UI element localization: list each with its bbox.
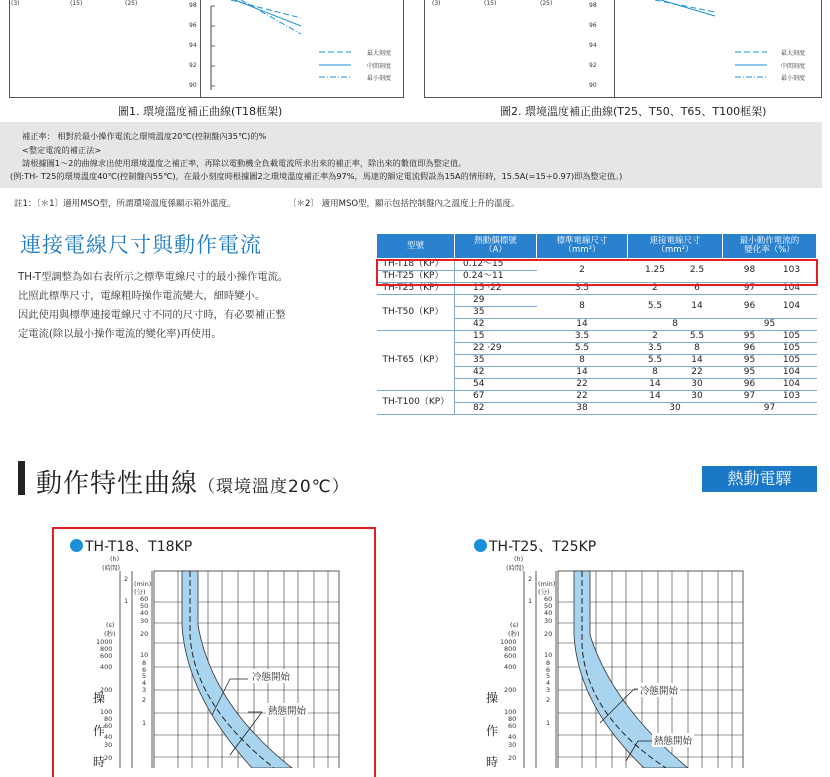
- axis-s-200: 200: [100, 686, 113, 694]
- cell: 22: [537, 391, 628, 403]
- axis-vert-1: 操: [93, 691, 106, 705]
- axis-mid-5: 5: [142, 672, 147, 680]
- fig1-tick-92: 92: [189, 62, 197, 69]
- cell: 3.5: [647, 343, 663, 353]
- note-line-4: (例:TH- T25的環境溫度40℃(控制盤內55℃)，在最小刻度時根據圖2之環境溫度補正率為97%，馬達的額定電流假設為15A的情形時，15.5A(=15÷0.97)即為整定值。): [10, 171, 623, 181]
- cell: [723, 367, 817, 379]
- axis-min-20: 20: [544, 630, 553, 638]
- th-conn-wire: 連接電線尺寸 （mm²）: [628, 234, 723, 259]
- cell: 54: [455, 379, 537, 391]
- cell: 104: [782, 379, 801, 389]
- wire-size-para-4: 定電流(除以最小操作電流的變化率)再使用。: [18, 328, 222, 340]
- axis-min-30: 30: [140, 617, 149, 625]
- axis-s-800: 800: [100, 645, 113, 653]
- cell: 38: [537, 403, 628, 415]
- graph2-area: [466, 555, 766, 768]
- fig1-col-15: (15): [70, 0, 83, 7]
- cell: 103: [782, 265, 801, 275]
- axis-s-600: 600: [504, 652, 517, 660]
- axis-s-40: 40: [508, 733, 517, 741]
- cell: 67: [455, 391, 537, 403]
- axis-vert-3: 時: [486, 755, 499, 769]
- cell: 30: [691, 391, 703, 401]
- axis-s-1000: 1000: [500, 638, 517, 646]
- th-heater: 熱動偶標號 （A）: [455, 234, 537, 259]
- axis-h-label: (h): [514, 555, 524, 563]
- axis-mid-1: 1: [546, 719, 551, 727]
- model-t25: TH-T25（KP）: [377, 271, 455, 283]
- axis-s-100: 100: [504, 708, 517, 716]
- axis-vert-2: 作: [93, 724, 106, 738]
- axis-min-50: 50: [140, 602, 149, 610]
- section-bar: [18, 461, 25, 495]
- axis-min-20: 20: [140, 630, 149, 638]
- cell: 42: [455, 319, 537, 331]
- fig2-legend-min: 最小刻度: [781, 75, 806, 82]
- graph1-hot-label: 熱態開始: [266, 703, 308, 717]
- fig2-left-border: [424, 0, 425, 98]
- figure-2-caption: 圖2. 環境溫度補正曲線(T25、T50、T65、T100框架): [500, 105, 767, 118]
- cell: 0.24～11: [455, 271, 537, 283]
- th-std-wire: 標準電線尺寸 （mm²）: [537, 234, 628, 259]
- graph2-title-text: TH-T25、T25KP: [489, 539, 597, 555]
- cell: 15 ·22: [455, 283, 537, 295]
- axis-mid-5: 5: [546, 672, 551, 680]
- figure-1-caption: 圖1. 環境溫度補正曲線(T18框架): [118, 105, 283, 118]
- cell: [628, 355, 723, 367]
- fig2-legend-max: 最大刻度: [781, 50, 806, 57]
- graph1-title-text: TH-T18、T18KP: [85, 539, 193, 555]
- axis-mid-3: 3: [142, 686, 147, 694]
- fig2-tick-92: 92: [589, 62, 597, 69]
- cell: 96: [743, 301, 756, 311]
- axis-s-20: 20: [508, 754, 517, 762]
- cell: 104: [782, 367, 801, 377]
- axis-s-100: 100: [100, 708, 113, 716]
- cell: 35: [455, 355, 537, 367]
- fig1-col-25: (25): [125, 0, 138, 7]
- axis-s-label: (s): [510, 621, 519, 629]
- axis-mid-10: 10: [544, 651, 553, 659]
- cell: 8: [628, 319, 723, 331]
- fig2-tick-90: 90: [589, 82, 597, 89]
- cell: 2.5: [689, 265, 705, 275]
- note-line-1: 補正率： 相對於最小操作電流之環境溫度20℃(控制盤內35℃)的%: [22, 131, 267, 141]
- axis-h-unit: (時間): [102, 564, 121, 572]
- axis-mid-6: 6: [142, 666, 147, 674]
- axis-mid-6: 6: [546, 666, 551, 674]
- axis-s-400: 400: [100, 663, 113, 671]
- fig1-tick-96: 96: [189, 22, 197, 29]
- cell: 105: [782, 331, 801, 341]
- cell: 95: [743, 331, 756, 341]
- cell: 5.5: [647, 355, 663, 365]
- model-t25-cont: TH-T25（KP）: [377, 283, 455, 295]
- axis-mid-2: 2: [142, 696, 147, 704]
- footnote-2: 〔＊2〕 適用MSO型，顯示包括控制盤內之溫度上升的溫度。: [288, 199, 520, 209]
- axis-s-40: 40: [104, 733, 113, 741]
- axis-s-label: (s): [106, 621, 115, 629]
- cell: [723, 331, 817, 343]
- axis-s-30: 30: [508, 741, 517, 749]
- operating-curve-heading: [36, 463, 350, 500]
- graph2-title: [474, 536, 596, 556]
- cell: 8: [652, 367, 658, 377]
- footnote-1: 註1：〔＊1〕適用MSO型，所謂環境溫度係顯示箱外溫度。: [14, 199, 236, 209]
- fig2-col-15: (15): [484, 0, 497, 7]
- cell: 98: [743, 265, 756, 275]
- axis-s-80: 80: [508, 715, 517, 723]
- graph1-plot: [62, 555, 362, 768]
- wire-size-para-2: 比照此標準尺寸，電線粗時操作電流變大，細時變小。: [18, 290, 266, 302]
- axis-mid-8: 8: [142, 659, 147, 667]
- axis-mid-10: 10: [140, 651, 149, 659]
- fig2-tick-98: 98: [589, 2, 597, 9]
- cell: 30: [628, 403, 723, 415]
- cell: [723, 391, 817, 403]
- cell: 22: [537, 379, 628, 391]
- axis-min-label: (min): [538, 580, 556, 588]
- cell: 22: [691, 367, 703, 377]
- cell: 42: [455, 367, 537, 379]
- cell: 14: [649, 379, 661, 389]
- axis-h-2: 2: [124, 575, 129, 583]
- cell: 105: [782, 343, 801, 353]
- thermal-relay-tag: 熱動電驛: [702, 466, 817, 492]
- fig1-tick-98: 98: [189, 2, 197, 9]
- model-t65: TH-T65（KP）: [377, 331, 455, 391]
- t18-highlight-box: [376, 259, 818, 286]
- axis-s-unit: (秒): [508, 630, 520, 638]
- cell: 30: [691, 379, 703, 389]
- axis-s-80: 80: [104, 715, 113, 723]
- note-line-3: 請根據圖1～2的曲線求出使用環境溫度之補正率，再除以電動機全負載電流所求出來的補正率，除出來的數值即為整定值。: [22, 158, 467, 168]
- th-model: 型號: [377, 234, 455, 259]
- graph2-hot-label: 熱態開始: [652, 733, 694, 747]
- fig1-legend-min: 最小刻度: [367, 75, 392, 82]
- cell: [628, 367, 723, 379]
- wire-size-para-3: 因此使用與標準連接電線尺寸不同的尺寸時，有必要補正整: [18, 309, 286, 321]
- wire-size-heading: 連接電線尺寸與動作電流: [20, 233, 262, 257]
- fig1-tick-90: 90: [189, 82, 197, 89]
- cell: [628, 295, 723, 319]
- cell: 95: [723, 319, 817, 331]
- fig1-bottom-border: [9, 97, 404, 98]
- cell: 5.5: [689, 331, 705, 341]
- cell: 14: [691, 301, 703, 311]
- graph1-title: [70, 536, 192, 556]
- axis-mid-4: 4: [546, 679, 551, 687]
- axis-h-label: (h): [110, 555, 120, 563]
- cell: 97: [743, 283, 756, 293]
- figure-1-frame: [189, 0, 404, 98]
- fig1-col-3: (3): [11, 0, 20, 7]
- cell: [723, 295, 817, 319]
- axis-vert-3: 時: [93, 755, 106, 769]
- cell: 1.25: [644, 265, 666, 275]
- cell: 3.5: [537, 331, 628, 343]
- wire-size-para-1: TH-T型調整為如右表所示之標準電線尺寸的最小操作電流。: [18, 271, 289, 283]
- axis-h-1: 1: [124, 597, 129, 605]
- cell: 8: [537, 295, 628, 319]
- model-t100: TH-T100（KP）: [377, 391, 455, 415]
- fig2-col-3: (3): [432, 0, 441, 7]
- axis-s-20: 20: [104, 754, 113, 762]
- cell: [723, 355, 817, 367]
- graph2-cold-label: 冷態開始: [638, 683, 680, 697]
- cell: 104: [782, 283, 801, 293]
- axis-mid-3: 3: [546, 686, 551, 694]
- cell: 97: [723, 403, 817, 415]
- cell: 95: [743, 355, 756, 365]
- cell: [628, 331, 723, 343]
- cell: 14: [691, 355, 703, 365]
- axis-h-2: 2: [528, 575, 533, 583]
- axis-h-1: 1: [528, 597, 533, 605]
- cell: 14: [537, 319, 628, 331]
- axis-vert-1: 操: [486, 691, 499, 705]
- axis-min-30: 30: [544, 617, 553, 625]
- cell: 95: [743, 367, 756, 377]
- axis-min-label: (min): [134, 580, 152, 588]
- axis-h-unit: (時間): [506, 564, 525, 572]
- axis-s-400: 400: [504, 663, 517, 671]
- fig1-tick-94: 94: [189, 42, 197, 49]
- cell: 8: [694, 343, 700, 353]
- axis-s-30: 30: [104, 741, 113, 749]
- model-t18: TH-T18（KP）: [377, 259, 455, 271]
- cell: 15: [455, 331, 537, 343]
- cell: [628, 343, 723, 355]
- axis-min-60: 60: [544, 595, 553, 603]
- axis-mid-8: 8: [546, 659, 551, 667]
- axis-min-40: 40: [544, 609, 553, 617]
- axis-min-60: 60: [140, 595, 149, 603]
- cell: 6: [694, 283, 700, 293]
- cell: [723, 343, 817, 355]
- axis-s-200: 200: [504, 686, 517, 694]
- fig1-legend-mid: 中間刻度: [367, 63, 392, 70]
- cell: 14: [537, 367, 628, 379]
- cell: 105: [782, 355, 801, 365]
- cell: 96: [743, 343, 756, 353]
- cell: 35: [455, 307, 537, 319]
- cell: [723, 379, 817, 391]
- axis-min-unit: (分): [134, 588, 146, 596]
- cell: 2: [652, 283, 658, 293]
- graph2-plot: [466, 555, 766, 768]
- fig2-tick-94: 94: [589, 42, 597, 49]
- cell: 5.5: [647, 301, 663, 311]
- fig2-bottom-border: [424, 97, 822, 98]
- fig1-legend-max: 最大刻度: [367, 50, 392, 57]
- axis-mid-4: 4: [142, 679, 147, 687]
- heading-main: 動作特性曲線: [36, 469, 199, 499]
- fig2-tick-96: 96: [589, 22, 597, 29]
- figure-2-frame: [589, 0, 822, 98]
- fig2-legend-mid: 中間刻度: [781, 63, 806, 70]
- cell: 8: [537, 355, 628, 367]
- note-line-2: <整定電流的補正法>: [22, 145, 102, 155]
- cell: [628, 391, 723, 403]
- blue-dot-icon: [474, 539, 487, 552]
- axis-s-1000: 1000: [96, 638, 113, 646]
- correction-note-box: [0, 122, 822, 188]
- cell: 14: [649, 391, 661, 401]
- axis-min-40: 40: [140, 609, 149, 617]
- cell: 97: [743, 391, 756, 401]
- cell: 3.5: [537, 283, 628, 295]
- th-change-rate: 最小動作電流的 變化率（%）: [723, 234, 817, 259]
- cell: 0.12～15: [455, 259, 537, 271]
- cell: 22 ·29: [455, 343, 537, 355]
- graph1-area: [62, 555, 362, 768]
- axis-s-60: 60: [508, 722, 517, 730]
- cell: 96: [743, 379, 756, 389]
- axis-s-60: 60: [104, 722, 113, 730]
- axis-min-50: 50: [544, 602, 553, 610]
- cell: 103: [782, 391, 801, 401]
- axis-mid-1: 1: [142, 719, 147, 727]
- cell: 2: [652, 331, 658, 341]
- cell: [628, 379, 723, 391]
- model-t50: TH-T50（KP）: [377, 295, 455, 331]
- fig1-left-border: [9, 0, 10, 98]
- axis-s-unit: (秒): [104, 630, 116, 638]
- fig2-col-25: (25): [540, 0, 553, 7]
- cell: 2: [537, 259, 628, 283]
- cell: 104: [782, 301, 801, 311]
- blue-dot-icon: [70, 539, 83, 552]
- cell: 5.5: [537, 343, 628, 355]
- axis-s-800: 800: [504, 645, 517, 653]
- heading-sub: （環境溫度20℃）: [198, 477, 350, 497]
- cell: 29: [455, 295, 537, 307]
- axis-vert-2: 作: [486, 724, 499, 738]
- cell: 82: [455, 403, 537, 415]
- axis-mid-2: 2: [546, 696, 551, 704]
- axis-min-unit: (分): [538, 588, 550, 596]
- graph1-cold-label: 冷態開始: [250, 669, 292, 683]
- axis-s-600: 600: [100, 652, 113, 660]
